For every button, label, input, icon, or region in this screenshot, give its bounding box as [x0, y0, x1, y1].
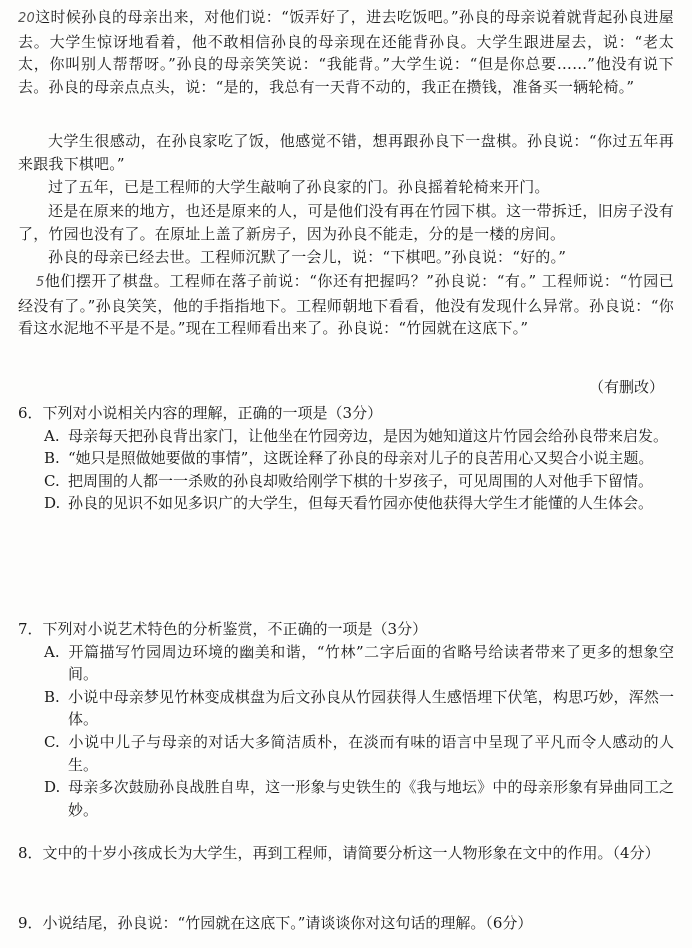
question-6: [18, 402, 674, 515]
option-text: 孙良的见识不如见多识广的大学生，但每天看竹园亦使他获得大学生才能懂的人生体会。: [68, 494, 654, 513]
option-letter: C.: [44, 471, 60, 490]
option-letter: C.: [44, 732, 60, 751]
passage-paragraph-6: [18, 270, 674, 340]
option-text: 母亲每天把孙良背出家门，让他坐在竹园旁边，是因为她知道这片竹园会给孙良带来启发。: [68, 426, 669, 445]
question-stem: 9．小说结尾，孙良说：“竹园就在这底下。”请谈谈你对这句话的理解。（6分）: [18, 914, 533, 932]
passage-paragraph-1: [18, 6, 674, 98]
option-letter: D.: [44, 494, 61, 513]
option-letter: B.: [44, 687, 60, 706]
option-c: [18, 470, 674, 493]
option-a: [18, 641, 674, 686]
passage-paragraph-5: 孙良的母亲已经去世。工程师沉默了一会儿，说：“下棋吧。”孙良说：“好的。”: [48, 248, 567, 266]
option-d: [18, 492, 674, 515]
option-text: 小说中儿子与母亲的对话大多简洁质朴，在淡而有味的语言中呈现了平凡而令人感动的人生。: [68, 732, 674, 774]
option-a: [18, 425, 674, 448]
option-b: [18, 686, 674, 731]
passage-paragraph-2: 大学生很感动，在孙良家吃了饭，他感觉不错，想再跟孙良下一盘棋。孙良说：“你过五年再来跟我下棋吧。”: [18, 132, 674, 173]
question-stem: 6．下列对小说相关内容的理解，正确的一项是（3分）: [18, 404, 383, 422]
question-stem: 8．文中的十岁小孩成长为大学生，再到工程师，请简要分析这一人物形象在文中的作用。（4分）: [18, 844, 660, 862]
option-text: 小说中母亲梦见竹林变成棋盘为后文孙良从竹园获得人生感悟埋下伏笔，构思巧妙，浑然一体。: [68, 687, 674, 729]
option-b: [18, 447, 674, 470]
handwritten-line-mark: 20: [18, 11, 35, 26]
abridged-note: （有删改）: [588, 378, 664, 396]
option-d: [18, 776, 674, 821]
option-text: “她只是照做她要做的事情”，这既诠释了孙良的母亲对儿子的良苦用心又契合小说主题。: [68, 449, 654, 468]
passage-paragraph-3: 过了五年，已是工程师的大学生敲响了孙良家的门。孙良摇着轮椅来开门。: [48, 178, 550, 196]
option-letter: A.: [44, 426, 60, 445]
option-c: [18, 731, 674, 776]
option-letter: A.: [44, 642, 60, 661]
paragraph-text: 这时候孙良的母亲出来，对他们说：“饭弄好了，进去吃饭吧。”孙良的母亲说着就背起孙良进屋去。大学生惊讶地看着，他不敢相信孙良的母亲现在还能背孙良。大学生跟进屋去，说：“老太太，你叫别人帮帮呀。”孙良的母亲笑笑说：“我能背。”大学生说：“但是你总要……”他没有说下去。孙良的母亲点点头，说：“是的，我总有一天背不动的，我正在攒钱，准备买一辆轮椅。”: [18, 8, 674, 96]
option-text: 开篇描写竹园周边环境的幽美和谐，“竹林”二字后面的省略号给读者带来了更多的想象空间。: [68, 642, 674, 684]
option-text: 母亲多次鼓励孙良战胜自卑，这一形象与史铁生的《我与地坛》中的母亲形象有异曲同工之妙。: [68, 778, 674, 819]
option-letter: D.: [44, 778, 61, 797]
passage-paragraph-4: 还是在原来的地方，也还是原来的人，可是他们没有再在竹园下棋。这一带拆迁，旧房子没有了，竹园也没有了。在原址上盖了新房子，因为孙良不能走，分的是一楼的房间。: [18, 202, 674, 243]
handwritten-line-mark: 5: [36, 275, 45, 290]
option-text: 把周围的人都一一杀败的孙良却败给刚学下棋的十岁孩子，可见周围的人对他手下留情。: [68, 471, 654, 490]
question-8: [18, 842, 674, 865]
option-letter: B.: [44, 449, 60, 468]
question-stem: 7．下列对小说艺术特色的分析鉴赏，不正确的一项是（3分）: [18, 620, 428, 638]
question-9: [18, 912, 674, 935]
question-7: [18, 618, 674, 821]
paragraph-text: 他们摆开了棋盘。工程师在落子前说：“你还有把握吗？”孙良说：“有。” 工程师说：“竹园已经没有了。”孙良笑笑，他的手指指地下。工程师朝地下看看，他没有发现什么异常。孙良说：“你看这水泥地不平是不是。”现在工程师看出来了。孙良说：“竹园就在这底下。”: [18, 272, 674, 338]
